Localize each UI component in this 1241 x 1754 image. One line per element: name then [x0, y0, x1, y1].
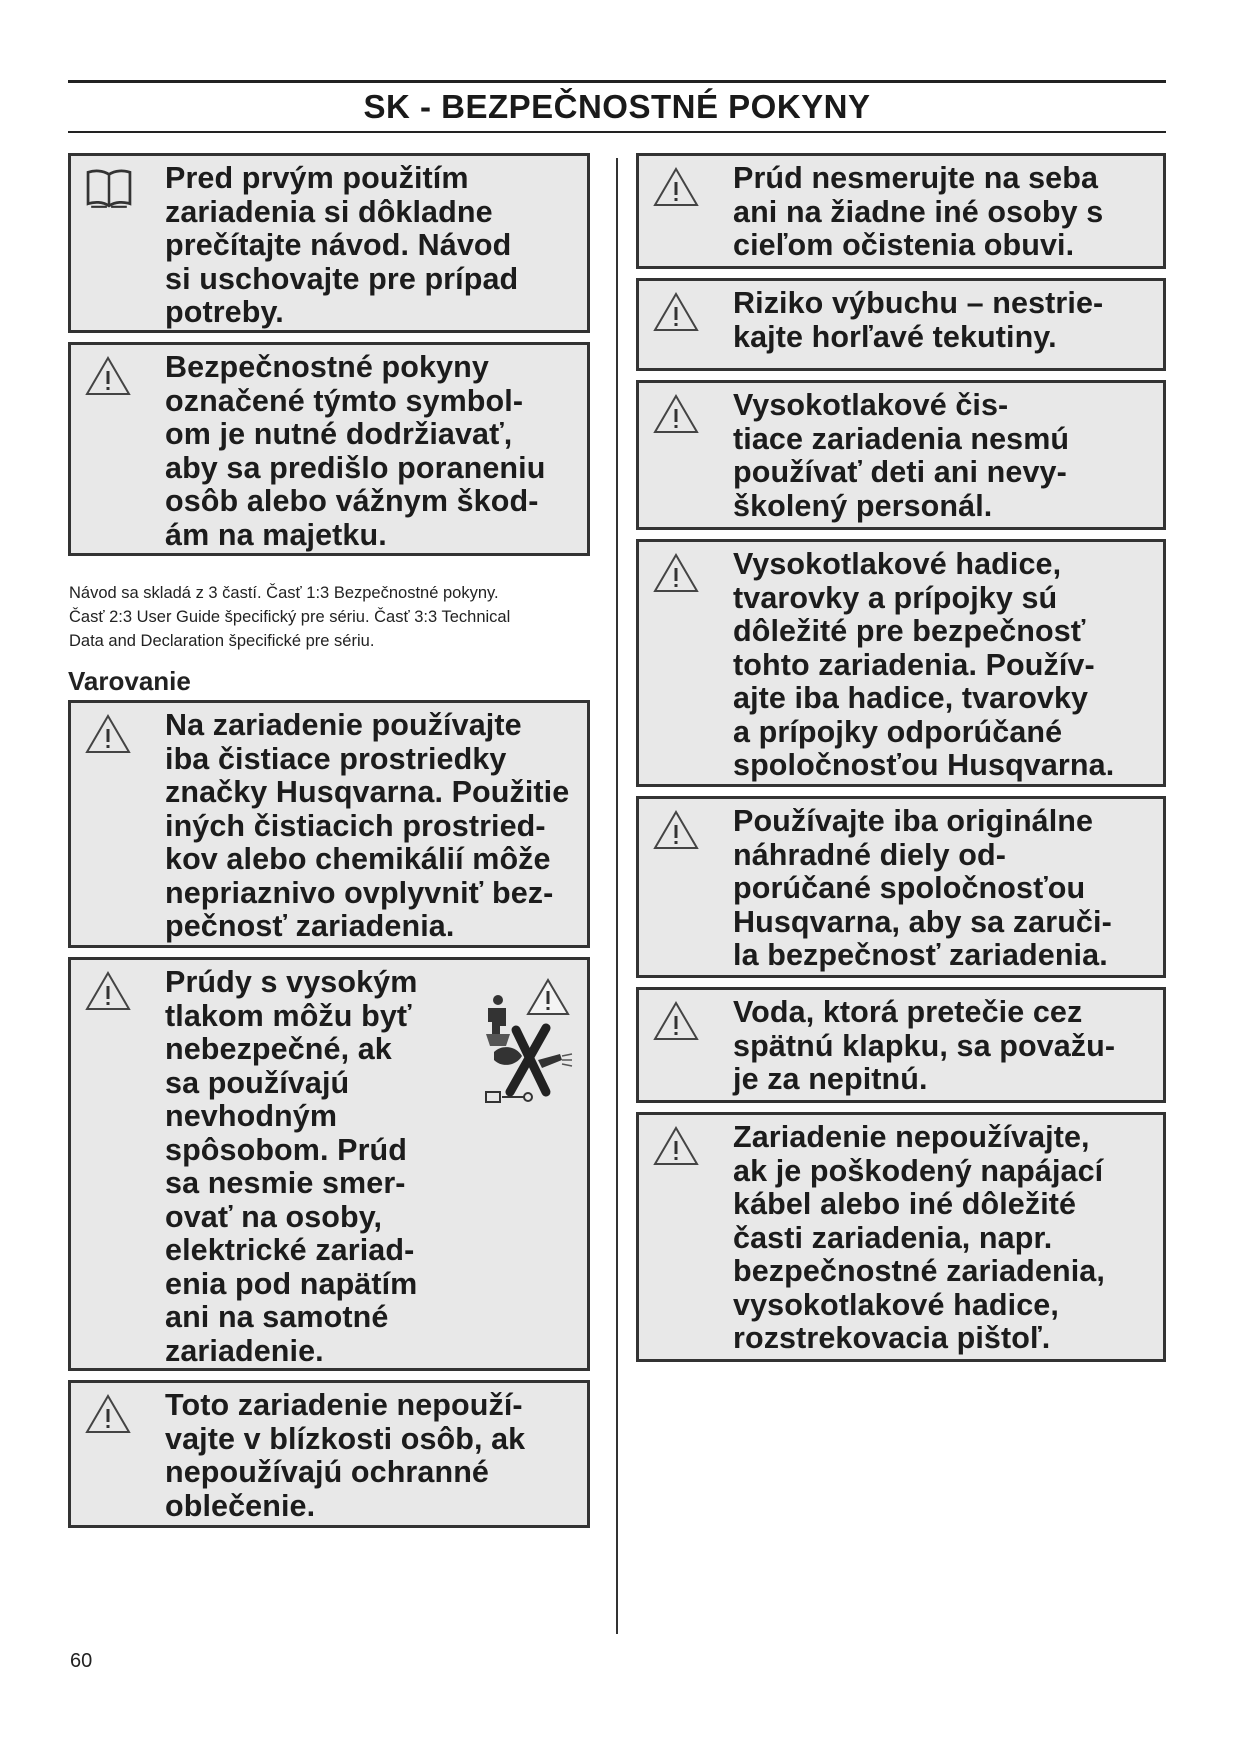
warning-triangle-icon [85, 713, 131, 755]
header-rule-bottom [68, 131, 1166, 133]
do-not-spray-people-icon [476, 974, 574, 1110]
warning-triangle-icon [653, 809, 699, 851]
warning-text: Používajte iba originálne náhradné diely od- porúčané spoločnosťou Husqvarna, aby sa zaruči- la bezpečnosť zariadenia. [733, 804, 1112, 972]
warning-triangle-icon [85, 1393, 131, 1435]
warning-triangle-icon [85, 970, 131, 1012]
warning-box-children [636, 380, 1166, 530]
warning-box-protective-clothing [68, 1380, 590, 1528]
warning-text: Vysokotlakové hadice, tvarovky a prípojky sú dôležité pre bezpečnosť tohto zariadenia. Použív- ajte iba hadice, tvarovky a prípojky odporúčané spoločnosťou Husqvarna. [733, 547, 1115, 782]
notice-box-safety-symbol [68, 342, 590, 556]
page-title: SK - BEZPEČNOSTNÉ POKYNY [363, 88, 871, 125]
manual-structure-note: Návod sa skladá z 3 častí. Časť 1:3 Bezpečnostné pokyny. Časť 2:3 User Guide špecifický pre sériu. Časť 3:3 Technical Data and Declaration špecifické pre sériu. [69, 584, 511, 650]
manual-book-icon [83, 166, 135, 210]
section-heading-varovanie: Varovanie [68, 666, 191, 696]
warning-triangle-icon [653, 1000, 699, 1042]
notice-box-read-manual [68, 153, 590, 333]
notice-text: Pred prvým použitím zariadenia si dôkladne prečítajte návod. Návod si uschovajte pre prípad potreby. [165, 161, 519, 329]
warning-text: Prúdy s vysokým tlakom môžu byť nebezpečné, ak sa používajú nevhodným spôsobom. Prúd sa nesmie smer- ovať na osoby, elektrické zariad- enia pod napätím ani na samotné zariadenie. [165, 965, 418, 1368]
warning-text: Riziko výbuchu – nestrie- kajte horľavé tekutiny. [733, 286, 1104, 354]
warning-box-explosion [636, 278, 1166, 371]
column-divider [616, 158, 618, 1634]
warning-text: Voda, ktorá pretečie cez spätnú klapku, sa považu- je za nepitnú. [733, 995, 1116, 1096]
page-number: 60 [70, 1650, 93, 1672]
warning-box-hoses [636, 539, 1166, 787]
warning-triangle-icon [85, 355, 131, 397]
warning-text: Toto zariadenie nepouží- vajte v blízkosti osôb, ak nepoužívajú ochranné oblečenie. [165, 1388, 526, 1523]
warning-triangle-icon [653, 291, 699, 333]
warning-text: Zariadenie nepoužívajte, ak je poškodený napájací kábel alebo iné dôležité časti zariadenia, napr. bezpečnostné zariadenia, vysokotlakové hadice, rozstrekovacia pištoľ. [733, 1120, 1105, 1355]
warning-box-damaged-equipment [636, 1112, 1166, 1362]
warning-text: Na zariadenie používajte iba čistiace prostriedky značky Husqvarna. Použitie iných čistiacich prostried- kov alebo chemikálií môže nepriaznivo ovplyvniť bez- pečnosť zariadenia. [165, 708, 570, 943]
warning-triangle-icon [653, 552, 699, 594]
warning-box-detergents [68, 700, 590, 948]
header-rule-top [68, 80, 1166, 83]
warning-triangle-icon [653, 393, 699, 435]
warning-box-spare-parts [636, 796, 1166, 978]
warning-box-self-spray [636, 153, 1166, 269]
warning-triangle-icon [653, 1125, 699, 1167]
warning-text: Vysokotlakové čis- tiace zariadenia nesmú používať deti ani nevy- školený personál. [733, 388, 1070, 523]
warning-box-backflow [636, 987, 1166, 1103]
warning-text: Prúd nesmerujte na seba ani na žiadne iné osoby s cieľom očistenia obuvi. [733, 161, 1104, 262]
warning-triangle-icon [653, 166, 699, 208]
notice-text: Bezpečnostné pokyny označené týmto symbol- om je nutné dodržiavať, aby sa predišlo poraneniu osôb alebo vážnym škod- ám na majetku. [165, 350, 546, 552]
